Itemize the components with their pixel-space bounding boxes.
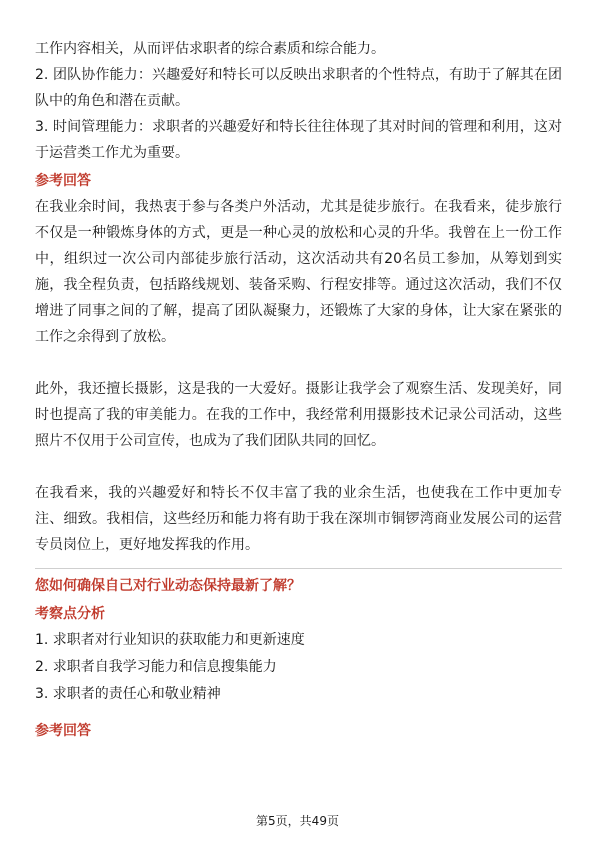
analysis-point: 3. 求职者的责任心和敬业精神	[35, 686, 221, 702]
analysis-point: 2. 求职者自我学习能力和信息搜集能力	[35, 659, 277, 675]
question-title: 您如何确保自己对行业动态保持最新了解？	[35, 578, 301, 594]
page-number: 第5页，共49页	[256, 814, 339, 828]
next-answer-heading: 参考回答	[35, 723, 91, 739]
paragraph-gap	[35, 350, 562, 376]
answer-paragraph-conclusion: 在我看来，我的兴趣爱好和特长不仅丰富了我的业余生活，也使我在工作中更加专注、细致。我相信，这些经历和能力将有助于我在深圳市铜锣湾商业发展公司的运营专员岗位上，更好地发挥我的作用。	[35, 485, 562, 553]
section-divider	[35, 568, 562, 569]
answer-heading: 参考回答	[35, 173, 91, 189]
analysis-point: 1. 求职者对行业知识的获取能力和更新速度	[35, 632, 305, 648]
paragraph-continuation: 工作内容相关，从而评估求职者的综合素质和综合能力。	[35, 41, 385, 57]
analysis-heading: 考察点分析	[35, 606, 105, 622]
answer-paragraph-hiking: 在我业余时间，我热衷于参与各类户外活动，尤其是徒步旅行。在我看来，徒步旅行不仅是一种锻炼身体的方式，更是一种心灵的放松和心灵的升华。我曾在上一份工作中，组织过一次公司内部徒步旅行活动，这次活动共有20名员工参加，从筹划到实施，我全程负责，包括路线规划、装备采购、行程安排等。通过这次活动，我们不仅增进了同事之间的了解，提高了团队凝聚力，还锻炼了大家的身体，让大家在紧张的工作之余得到了放松。	[35, 199, 562, 345]
point-teamwork: 2. 团队协作能力：兴趣爱好和特长可以反映出求职者的个性特点，有助于了解其在团队中的角色和潜在贡献。	[35, 67, 562, 109]
point-time-management: 3. 时间管理能力：求职者的兴趣爱好和特长往往体现了其对时间的管理和利用，这对于运营类工作尤为重要。	[35, 119, 562, 161]
paragraph-gap	[35, 454, 562, 480]
answer-paragraph-photography: 此外，我还擅长摄影，这是我的一大爱好。摄影让我学会了观察生活、发现美好，同时也提高了我的审美能力。在我的工作中，我经常利用摄影技术记录公司活动，这些照片不仅用于公司宣传，也成为了我们团队共同的回忆。	[35, 381, 562, 449]
page-content	[35, 36, 562, 744]
